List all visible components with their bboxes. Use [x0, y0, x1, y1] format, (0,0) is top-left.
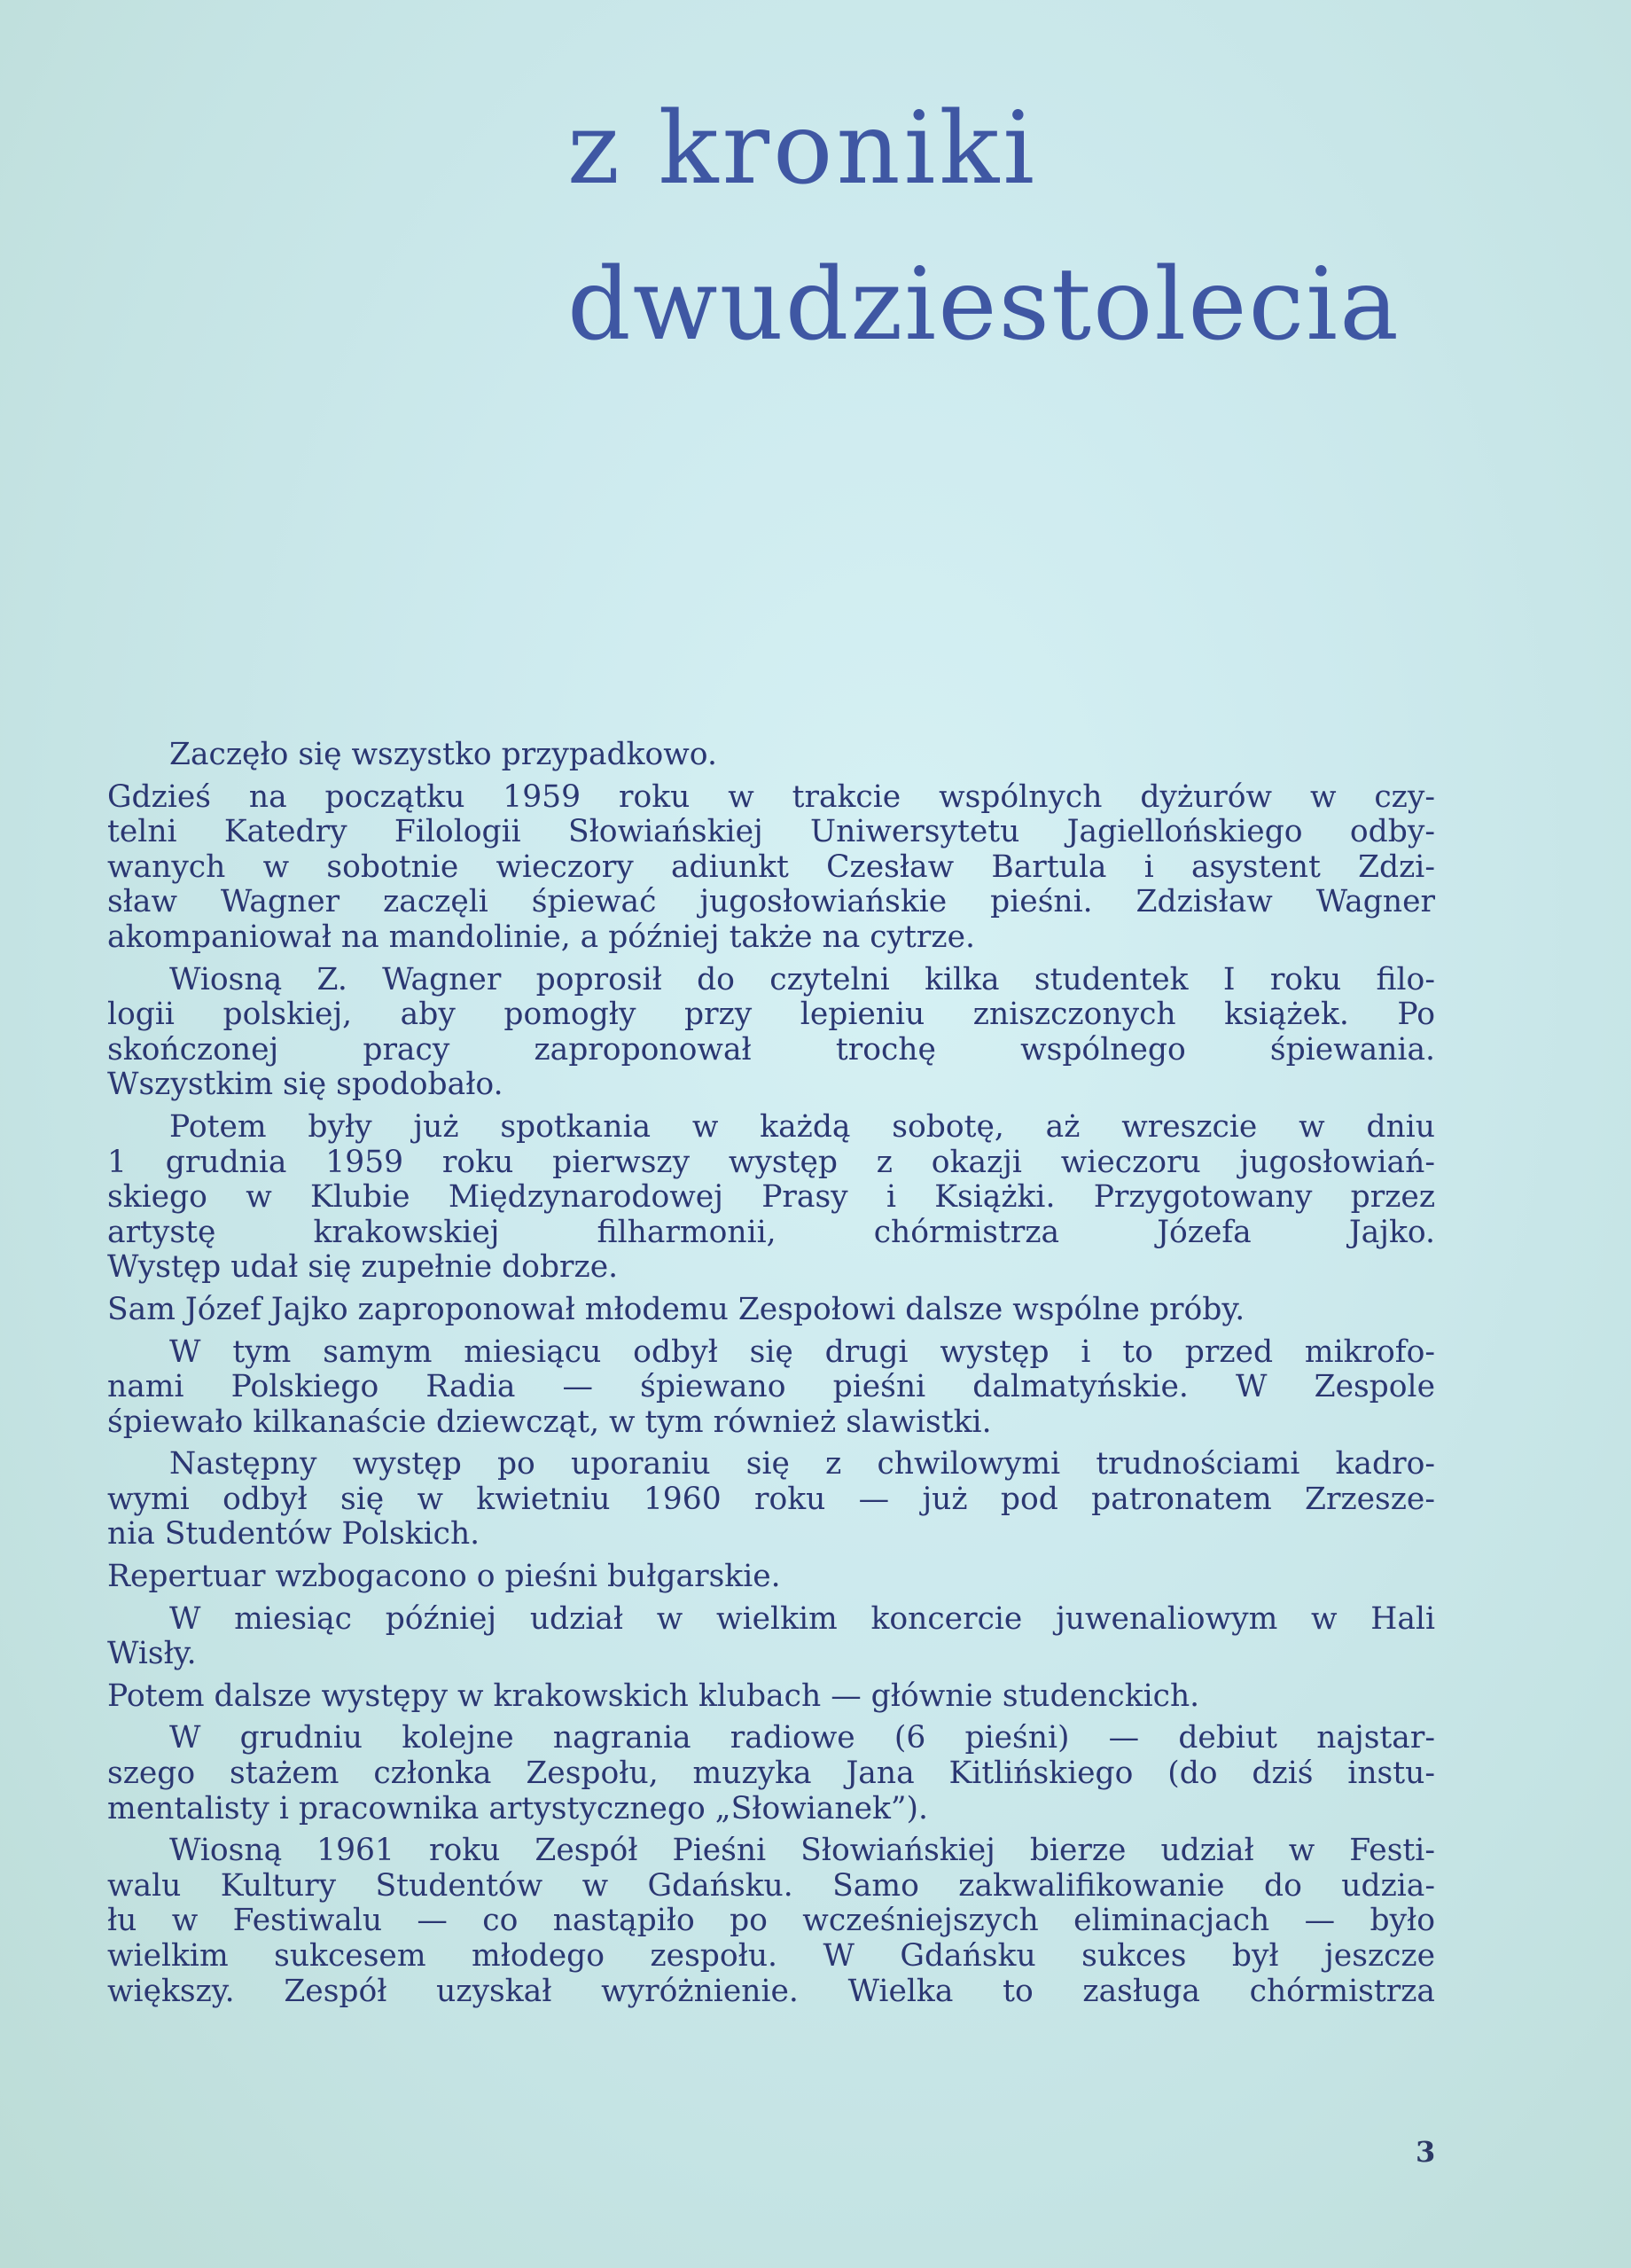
text-line: 1 grudnia 1959 roku pierwszy występ z okazji wieczoru jugosłowiań- [107, 1144, 1435, 1180]
text-line: akompaniował na mandolinie, a później także na cytrze. [107, 919, 975, 955]
paragraph [107, 738, 1435, 773]
text-line: wanych w sobotnie wieczory adiunkt Czesław Bartula i asystent Zdzi- [107, 849, 1435, 885]
text-line: skiego w Klubie Międzynarodowej Prasy i Książki. Przygotowany przez [107, 1179, 1435, 1216]
text-line: Sam Józef Jajko zaproponował młodemu Zespołowi dalsze wspólne próby. [107, 1291, 1245, 1327]
paragraph [107, 1834, 1435, 2009]
text-line: łu w Festiwalu — co nastąpiło po wcześniejszych eliminacjach — było [107, 1903, 1435, 1939]
text-line: Potem były już spotkania w każdą sobotę, aż wreszcie w dniu [169, 1108, 1435, 1145]
text-line: Występ udał się zupełnie dobrze. [107, 1249, 619, 1286]
text-line: W tym samym miesiącu odbył się drugi występ i to przed mikrofo- [169, 1333, 1435, 1370]
text-line: Wisły. [107, 1636, 197, 1672]
text-line: szego stażem członka Zespołu, muzyka Jana Kitlińskiego (do dziś instu- [107, 1756, 1435, 1792]
text-line: Wszystkim się spodobało. [107, 1067, 503, 1103]
paragraph [107, 1721, 1435, 1826]
title-line-1: z kroniki [567, 91, 1039, 207]
text-line: skończonej pracy zaproponował trochę wspólnego śpiewania. [107, 1031, 1435, 1068]
text-line: nia Studentów Polskich. [107, 1516, 480, 1552]
text-line: sław Wagner zaczęli śpiewać jugosłowiańskie pieśni. Zdzisław Wagner [107, 884, 1435, 920]
text-line: W grudniu kolejne nagrania radiowe (6 pieśni) — debiut najstar- [169, 1720, 1435, 1756]
paragraph [107, 1293, 1435, 1328]
paragraph [107, 963, 1435, 1103]
text-line: większy. Zespół uzyskał wyróżnienie. Wielka to zasługa chórmistrza [107, 1973, 1435, 2009]
text-line: Repertuar wzbogacono o pieśni bułgarskie. [107, 1559, 781, 1595]
text-line: Potem dalsze występy w krakowskich klubach — głównie studenckich. [107, 1678, 1200, 1714]
text-line: walu Kultury Studentów w Gdańsku. Samo zakwalifikowanie do udzia- [107, 1867, 1435, 1904]
paragraph [107, 1447, 1435, 1552]
text-line: Wiosną 1961 roku Zespół Pieśni Słowiańskiej bierze udział w Festi- [169, 1833, 1435, 1869]
paragraph [107, 1560, 1435, 1595]
text-line: mentalisty i pracownika artystycznego „Słowianek”). [107, 1790, 928, 1826]
text-line: nami Polskiego Radia — śpiewano pieśni dalmatyńskie. W Zespole [107, 1369, 1435, 1405]
text-line: logii polskiej, aby pomogły przy lepieniu zniszczonych książek. Po [107, 997, 1435, 1033]
paragraph [107, 1110, 1435, 1286]
text-line: Gdzieś na początku 1959 roku w trakcie wspólnych dyżurów w czy- [107, 778, 1435, 815]
title-line-2: dwudziestolecia [567, 247, 1401, 363]
text-line: Następny występ po uporaniu się z chwilowymi trudnościami kadro- [169, 1446, 1435, 1482]
page-number: 3 [1416, 2135, 1436, 2169]
text-line: W miesiąc później udział w wielkim koncercie juwenaliowym w Hali [169, 1600, 1435, 1637]
text-line: Zaczęło się wszystko przypadkowo. [169, 737, 717, 772]
text-line: wymi odbył się w kwietniu 1960 roku — już pod patronatem Zrzesze- [107, 1481, 1435, 1517]
text-line: Wiosną Z. Wagner poprosił do czytelni kilka studentek I roku filo- [169, 961, 1435, 997]
text-line: wielkim sukcesem młodego zespołu. W Gdańsku sukces był jeszcze [107, 1938, 1435, 1974]
text-line: śpiewało kilkanaście dziewcząt, w tym również slawistki. [107, 1404, 992, 1440]
paragraph [107, 780, 1435, 956]
page-title [567, 71, 1401, 383]
paragraph [107, 1335, 1435, 1441]
article-body [107, 738, 1435, 2016]
paragraph [107, 1679, 1435, 1715]
text-line: artystę krakowskiej filharmonii, chórmistrza Józefa Jajko. [107, 1214, 1435, 1250]
paragraph [107, 1602, 1435, 1672]
text-line: telni Katedry Filologii Słowiańskiej Uniwersytetu Jagiellońskiego odby- [107, 814, 1435, 850]
